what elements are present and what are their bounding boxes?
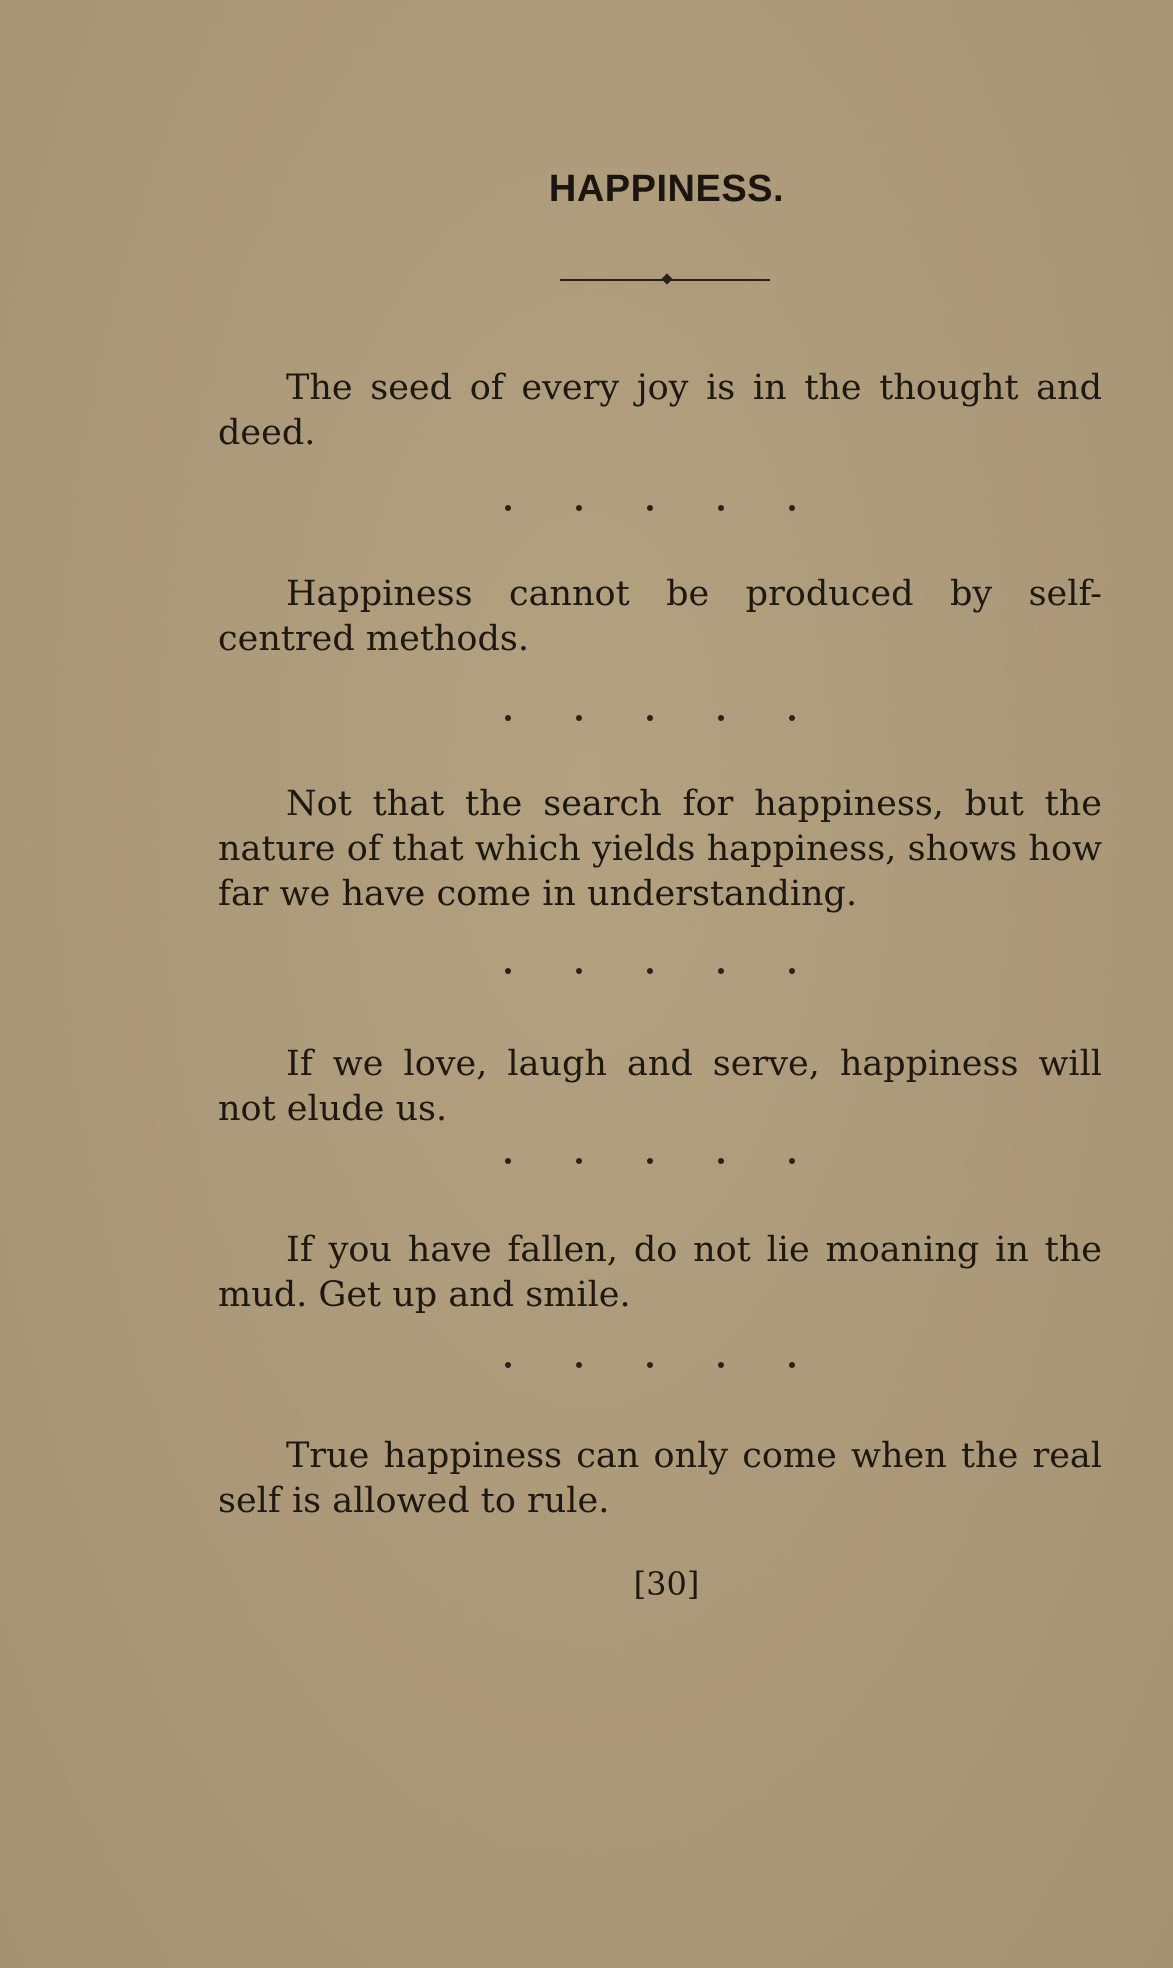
separator-dots [505, 715, 795, 721]
paragraph-6: True happiness can only come when the real self is allowed to rule. [218, 1436, 1102, 1521]
dot-icon [505, 505, 511, 511]
divider-ornament-icon [661, 273, 672, 284]
dot-icon [576, 715, 582, 721]
dot-icon [647, 1158, 653, 1164]
dot-icon [505, 715, 511, 721]
paragraph-5: If you have fallen, do not lie moaning in the mud. Get up and smile. [218, 1230, 1102, 1315]
dot-icon [789, 968, 795, 974]
paragraph-3: Not that the search for happiness, but the nature of that which yields happiness, shows how far we have come in understanding. [218, 784, 1102, 914]
dot-icon [647, 1362, 653, 1368]
dot-icon [576, 968, 582, 974]
dot-icon [647, 505, 653, 511]
dot-icon [718, 715, 724, 721]
dot-icon [718, 1158, 724, 1164]
dot-icon [789, 1362, 795, 1368]
dot-icon [718, 968, 724, 974]
dot-icon [789, 715, 795, 721]
page-number: [30] [633, 1565, 700, 1603]
dot-icon [789, 505, 795, 511]
paragraph-1: The seed of every joy is in the thought and deed. [218, 368, 1102, 453]
dot-icon [789, 1158, 795, 1164]
dot-icon [505, 1158, 511, 1164]
dot-icon [647, 715, 653, 721]
separator-dots [505, 1362, 795, 1368]
paragraph-2: Happiness cannot be produced by self-centred methods. [218, 574, 1102, 659]
separator-dots [505, 1158, 795, 1164]
dot-icon [505, 1362, 511, 1368]
dot-icon [576, 1158, 582, 1164]
dot-icon [647, 968, 653, 974]
separator-dots [505, 505, 795, 511]
dot-icon [718, 1362, 724, 1368]
dot-icon [576, 505, 582, 511]
paragraph-4: If we love, laugh and serve, happiness will not elude us. [218, 1044, 1102, 1129]
dot-icon [505, 968, 511, 974]
separator-dots [505, 968, 795, 974]
page-title: HAPPINESS. [548, 168, 785, 210]
dot-icon [718, 505, 724, 511]
dot-icon [576, 1362, 582, 1368]
